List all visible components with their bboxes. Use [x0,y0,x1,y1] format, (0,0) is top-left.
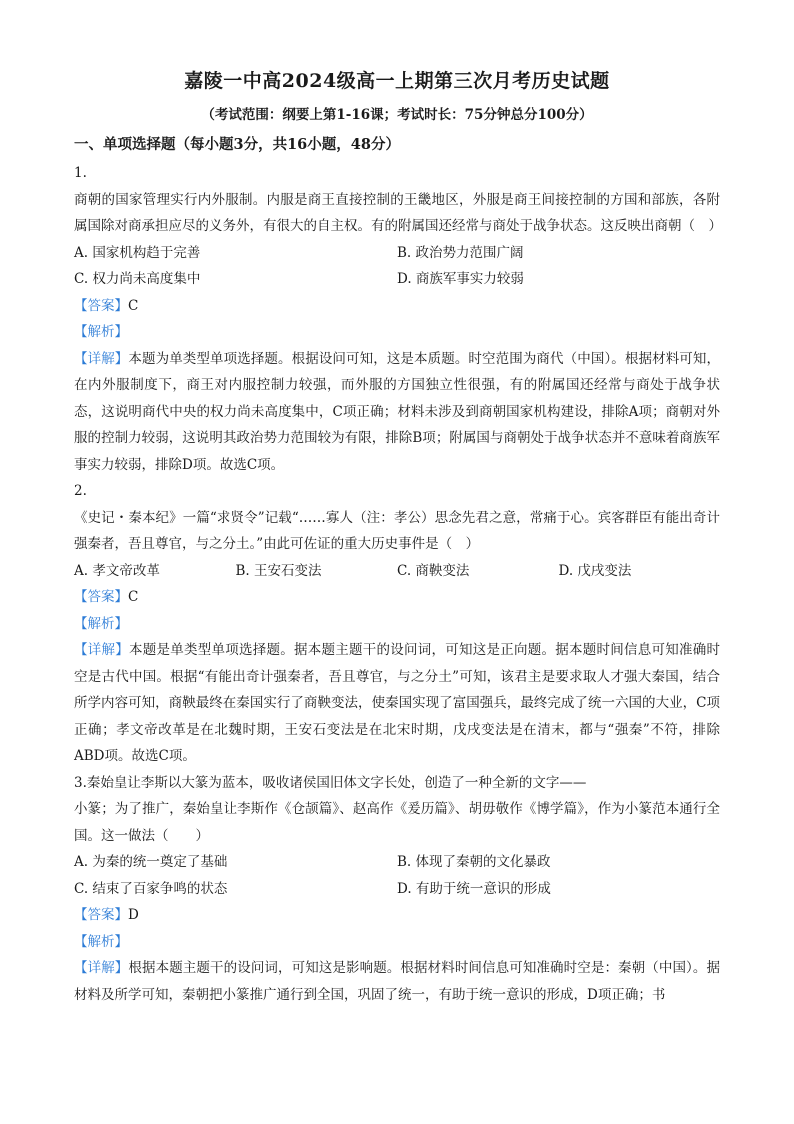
option-c: C. 结束了百家争鸣的状态 [74,880,228,897]
detail-row [74,955,720,1008]
question-stem: 《史记・秦本纪》一篇“求贤令”记载“……寡人（注：孝公）思念先君之意，常痛于心。宾客群臣有能出奇计强秦者，吾且尊官，与之分土。”由此可佐证的重大历史事件是（ ） [74,509,720,552]
option-c: C. 权力尚未高度集中 [74,271,201,287]
detail-text: 根据本题主题干的设问词，可知这是影响题。根据材料时间信息可知准确时空是：秦朝（中国）。据材料及所学可知，秦朝把小篆推广通行到全国，巩固了统一，有助于统一意识的形成，D项正确；书 [74,960,721,1003]
question-number: 1. [74,165,87,181]
detail-label: 【详解】 [74,960,129,976]
question-options [74,240,720,293]
analysis-label: 【解析】 [74,933,128,950]
option-a: A. 国家机构趋于完善 [74,244,201,261]
option-d: D. 有助于统一意识的形成 [397,880,551,897]
detail-row [74,346,720,479]
analysis-label: 【解析】 [74,324,128,340]
detail-label: 【详解】 [74,642,129,658]
option-a: A. 为秦的统一奠定了基础 [74,854,228,870]
option-b: B. 王安石变法 [235,562,322,579]
answer-label: 【答案】 [74,907,128,923]
question-number: 2. [74,483,87,499]
detail-text: 本题是单类型单项选择题。据本题主题干的设问词，可知这是正向题。据本题时间信息可知准确时空是古代中国。根据“有能出奇计强秦者，吾且尊官，与之分土”可知，该君主是要求取人才强大秦国，结合所学内容可知，商鞅最终在秦国实行了商鞅变法，使秦国实现了富国强兵，最终完成了统一六国的大业，C项正确；孝文帝改革是在北魏时期，王安石变法是在北宋时期，戊戌变法是在清末，都与“强秦”不符，排除ABD项。故选C项。 [74,642,720,764]
option-b: B. 体现了秦朝的文化暴政 [397,854,551,870]
answer-row [74,902,720,929]
question-stem: 商朝的国家管理实行内外服制。内服是商王直接控制的王畿地区，外服是商王间接控制的方国和部族，各附属国除对商承担应尽的义务外，有很大的自主权。有的附属国还经常与商处于战争状态。这反映出商朝（ ） [74,191,722,234]
answer-row [74,584,720,611]
detail-row [74,637,720,770]
option-d: D. 商族军事实力较弱 [397,271,524,287]
detail-label: 【详解】 [74,350,129,367]
answer-value: D [128,907,139,923]
question-number: 3. [74,774,87,791]
question-stem: 秦始皇让李斯以大篆为蓝本，吸收诸侯国旧体文字长处，创造了一种全新的文字—— [86,774,587,791]
section-heading: 一、单项选择题（每小题3分，共16小题，48分） [74,136,400,153]
answer-row [74,293,720,320]
question-options [74,849,720,902]
answer-value: C [128,297,139,314]
question-stem-first-line [74,770,720,797]
exam-info: （考试范围：纲要上第1-16课；考试时长：75分钟总分100分） [201,107,593,123]
question-2 [74,478,720,770]
question-stem-continued: 小篆；为了推广，秦始皇让李斯作《仓颉篇》、赵高作《爰历篇》、胡毋敬作《博学篇》，作为小篆范本通行全国。这一做法（ ） [74,801,720,844]
page-title: 嘉陵一中高2024级高一上期第三次月考历史试题 [184,70,610,92]
question-3 [74,770,720,1009]
question-options [74,558,720,585]
answer-label: 【答案】 [74,297,128,314]
answer-label: 【答案】 [74,589,128,605]
analysis-label: 【解析】 [74,615,128,632]
question-1 [74,160,720,478]
option-d: D. 戊戌变法 [558,562,632,579]
option-c: C. 商鞅变法 [397,562,470,579]
detail-text: 本题为单类型单项选择题。根据设问可知，这是本质题。时空范围为商代（中国）。根据材料可知，在内外服制度下，商王对内服控制力较强，而外服的方国独立性很强，有的附属国还经常与商处于战争状态，这说明商代中央的权力尚未高度集中，C项正确；材料未涉及到商朝国家机构建设，排除A项；商朝对外服的控制力较弱，这说明其政治势力范围较为有限，排除B项；附属国与商朝处于战争状态并不意味着商族军事实力较弱，排除D项。故选C项。 [74,350,721,473]
answer-value: C [128,589,139,605]
option-b: B. 政治势力范围广阔 [397,244,524,261]
option-a: A. 孝文帝改革 [74,562,160,579]
